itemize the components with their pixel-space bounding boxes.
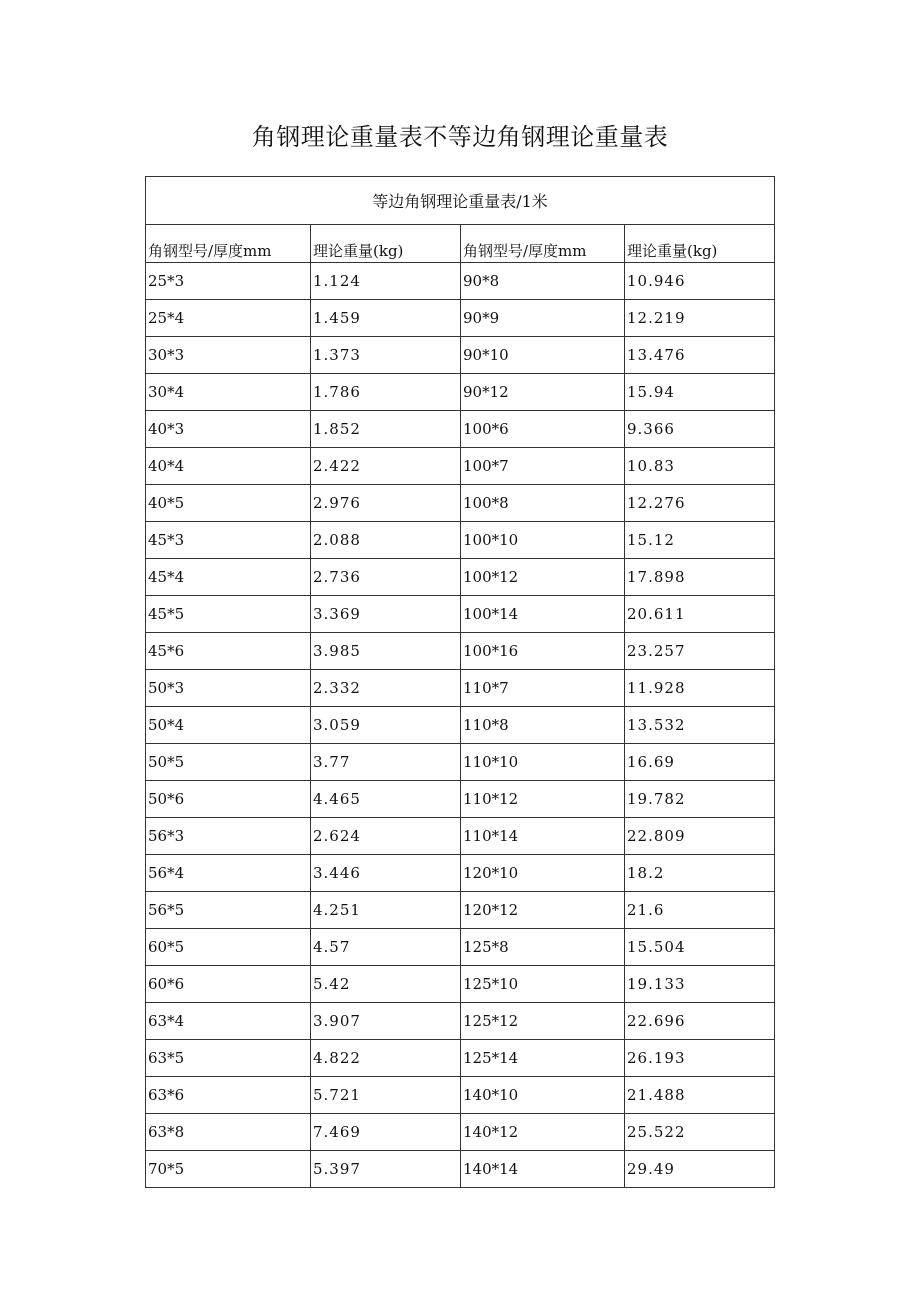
- cell-model-left: 56*3: [146, 818, 311, 855]
- table-row: [146, 374, 775, 411]
- table-row: [146, 781, 775, 818]
- cell-model-right: 110*10: [461, 744, 625, 781]
- cell-model-right: 120*12: [461, 892, 625, 929]
- table-row: [146, 596, 775, 633]
- cell-weight-left: 2.736: [311, 559, 461, 596]
- cell-model-left: 60*6: [146, 966, 311, 1003]
- cell-weight-left: 1.459: [311, 300, 461, 337]
- cell-model-right: 140*12: [461, 1114, 625, 1151]
- cell-model-left: 50*6: [146, 781, 311, 818]
- cell-model-left: 63*5: [146, 1040, 311, 1077]
- cell-weight-right: 17.898: [625, 559, 775, 596]
- table-row: [146, 448, 775, 485]
- cell-model-left: 45*4: [146, 559, 311, 596]
- cell-model-left: 50*3: [146, 670, 311, 707]
- cell-model-left: 40*5: [146, 485, 311, 522]
- cell-model-right: 100*12: [461, 559, 625, 596]
- cell-weight-left: 5.42: [311, 966, 461, 1003]
- cell-model-left: 50*5: [146, 744, 311, 781]
- table-row: [146, 818, 775, 855]
- table-caption: 等边角钢理论重量表/1米: [146, 177, 775, 225]
- table-row: [146, 263, 775, 300]
- cell-weight-right: 22.809: [625, 818, 775, 855]
- cell-weight-left: 3.907: [311, 1003, 461, 1040]
- cell-weight-right: 21.488: [625, 1077, 775, 1114]
- cell-model-right: 110*12: [461, 781, 625, 818]
- cell-weight-left: 3.77: [311, 744, 461, 781]
- cell-weight-left: 1.373: [311, 337, 461, 374]
- header-weight-right: 理论重量(kg): [625, 225, 775, 263]
- header-model-right: 角钢型号/厚度mm: [461, 225, 625, 263]
- cell-model-right: 90*9: [461, 300, 625, 337]
- cell-weight-left: 5.397: [311, 1151, 461, 1188]
- header-model-left: 角钢型号/厚度mm: [146, 225, 311, 263]
- cell-model-right: 140*14: [461, 1151, 625, 1188]
- cell-model-left: 63*4: [146, 1003, 311, 1040]
- page-title: 角钢理论重量表不等边角钢理论重量表: [251, 123, 669, 151]
- cell-weight-left: 2.422: [311, 448, 461, 485]
- cell-model-left: 45*6: [146, 633, 311, 670]
- table-row: [146, 300, 775, 337]
- table-row: [146, 1151, 775, 1188]
- cell-weight-left: 1.852: [311, 411, 461, 448]
- cell-weight-left: 4.822: [311, 1040, 461, 1077]
- cell-weight-right: 10.946: [625, 263, 775, 300]
- table-row: [146, 670, 775, 707]
- cell-weight-left: 2.624: [311, 818, 461, 855]
- cell-model-left: 45*5: [146, 596, 311, 633]
- cell-weight-left: 3.446: [311, 855, 461, 892]
- cell-weight-right: 16.69: [625, 744, 775, 781]
- cell-model-right: 100*6: [461, 411, 625, 448]
- cell-weight-left: 3.369: [311, 596, 461, 633]
- cell-model-right: 90*10: [461, 337, 625, 374]
- cell-model-right: 90*8: [461, 263, 625, 300]
- table-row: [146, 522, 775, 559]
- table-row: [146, 485, 775, 522]
- table-row: [146, 411, 775, 448]
- cell-weight-right: 13.532: [625, 707, 775, 744]
- cell-weight-left: 4.57: [311, 929, 461, 966]
- cell-weight-right: 19.133: [625, 966, 775, 1003]
- cell-model-left: 25*4: [146, 300, 311, 337]
- cell-model-left: 56*4: [146, 855, 311, 892]
- cell-weight-right: 25.522: [625, 1114, 775, 1151]
- cell-model-left: 25*3: [146, 263, 311, 300]
- cell-model-right: 90*12: [461, 374, 625, 411]
- cell-weight-right: 11.928: [625, 670, 775, 707]
- cell-model-left: 56*5: [146, 892, 311, 929]
- angle-steel-weight-table: [145, 176, 775, 1188]
- cell-model-right: 125*8: [461, 929, 625, 966]
- cell-weight-left: 4.251: [311, 892, 461, 929]
- cell-weight-left: 7.469: [311, 1114, 461, 1151]
- cell-weight-right: 12.276: [625, 485, 775, 522]
- table-row: [146, 559, 775, 596]
- table-row: [146, 744, 775, 781]
- cell-weight-left: 3.059: [311, 707, 461, 744]
- table-row: [146, 1003, 775, 1040]
- table-row: [146, 892, 775, 929]
- cell-weight-right: 22.696: [625, 1003, 775, 1040]
- cell-model-left: 30*3: [146, 337, 311, 374]
- cell-weight-right: 26.193: [625, 1040, 775, 1077]
- cell-model-right: 125*10: [461, 966, 625, 1003]
- cell-model-right: 100*10: [461, 522, 625, 559]
- cell-model-right: 100*16: [461, 633, 625, 670]
- cell-model-right: 100*7: [461, 448, 625, 485]
- cell-model-right: 110*8: [461, 707, 625, 744]
- cell-model-right: 120*10: [461, 855, 625, 892]
- table-row: [146, 337, 775, 374]
- cell-weight-right: 13.476: [625, 337, 775, 374]
- cell-model-right: 125*14: [461, 1040, 625, 1077]
- cell-weight-right: 15.504: [625, 929, 775, 966]
- cell-weight-left: 3.985: [311, 633, 461, 670]
- table-row: [146, 707, 775, 744]
- cell-model-left: 50*4: [146, 707, 311, 744]
- cell-model-left: 70*5: [146, 1151, 311, 1188]
- cell-weight-right: 12.219: [625, 300, 775, 337]
- cell-weight-left: 2.332: [311, 670, 461, 707]
- cell-weight-right: 29.49: [625, 1151, 775, 1188]
- cell-model-right: 100*14: [461, 596, 625, 633]
- cell-model-left: 40*3: [146, 411, 311, 448]
- cell-weight-left: 1.124: [311, 263, 461, 300]
- cell-model-left: 45*3: [146, 522, 311, 559]
- cell-weight-left: 5.721: [311, 1077, 461, 1114]
- cell-weight-left: 2.976: [311, 485, 461, 522]
- table-row: [146, 1077, 775, 1114]
- header-weight-left: 理论重量(kg): [311, 225, 461, 263]
- cell-weight-right: 18.2: [625, 855, 775, 892]
- cell-weight-right: 21.6: [625, 892, 775, 929]
- cell-model-left: 63*6: [146, 1077, 311, 1114]
- cell-model-right: 125*12: [461, 1003, 625, 1040]
- table-row: [146, 1040, 775, 1077]
- table-row: [146, 855, 775, 892]
- cell-model-left: 40*4: [146, 448, 311, 485]
- cell-weight-left: 1.786: [311, 374, 461, 411]
- cell-weight-left: 2.088: [311, 522, 461, 559]
- table-header-row: [146, 225, 775, 263]
- cell-weight-left: 4.465: [311, 781, 461, 818]
- table-row: [146, 929, 775, 966]
- cell-model-right: 110*7: [461, 670, 625, 707]
- cell-model-left: 63*8: [146, 1114, 311, 1151]
- cell-weight-right: 20.611: [625, 596, 775, 633]
- cell-weight-right: 9.366: [625, 411, 775, 448]
- cell-model-left: 60*5: [146, 929, 311, 966]
- cell-weight-right: 15.12: [625, 522, 775, 559]
- cell-weight-right: 19.782: [625, 781, 775, 818]
- cell-model-right: 100*8: [461, 485, 625, 522]
- cell-model-right: 140*10: [461, 1077, 625, 1114]
- cell-model-left: 30*4: [146, 374, 311, 411]
- table-row: [146, 1114, 775, 1151]
- cell-model-right: 110*14: [461, 818, 625, 855]
- table-row: [146, 966, 775, 1003]
- cell-weight-right: 23.257: [625, 633, 775, 670]
- cell-weight-right: 10.83: [625, 448, 775, 485]
- table-row: [146, 633, 775, 670]
- cell-weight-right: 15.94: [625, 374, 775, 411]
- table-caption-row: [146, 177, 775, 225]
